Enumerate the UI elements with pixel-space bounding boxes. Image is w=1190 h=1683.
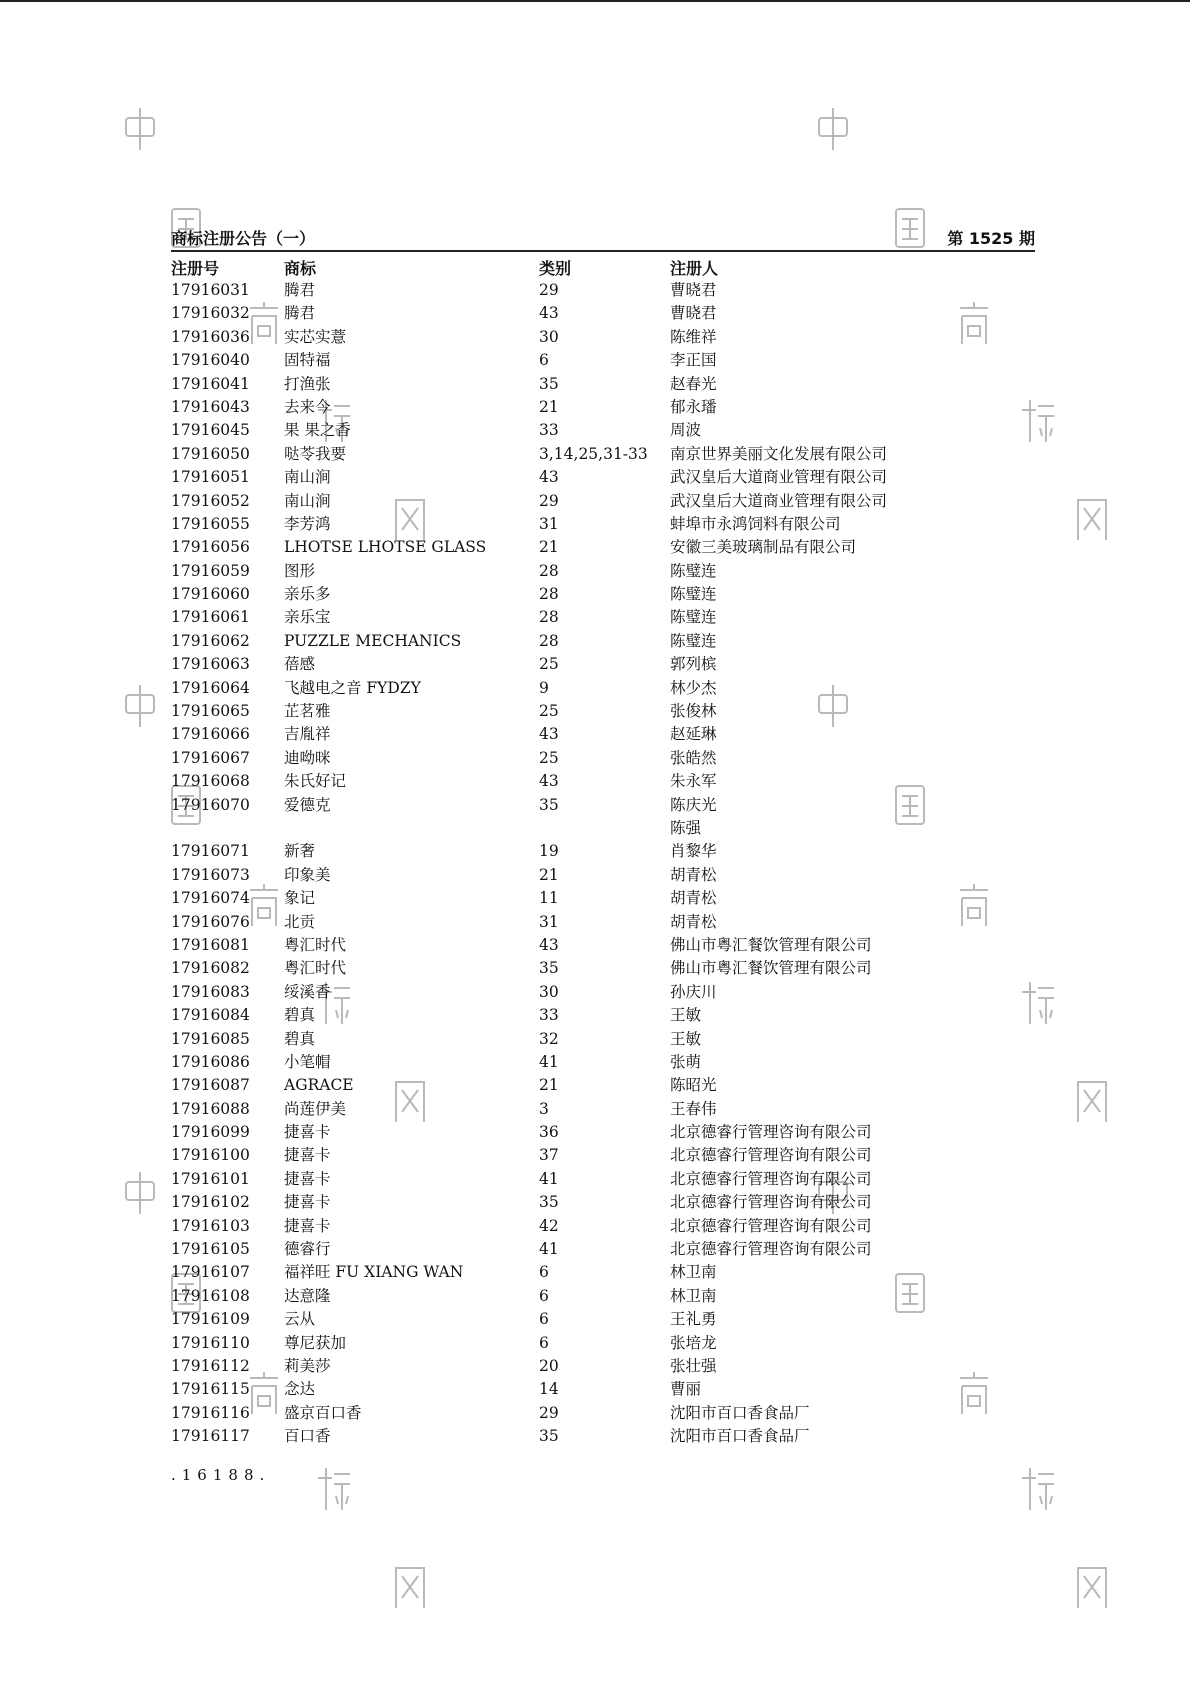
table-row	[171, 770, 1035, 793]
class-cell: 6	[539, 1333, 549, 1352]
mark-cell: 实芯实薏	[284, 327, 347, 346]
reg-no-cell: 17916060	[171, 585, 250, 604]
reg-no-cell: 17916117	[171, 1427, 250, 1446]
class-cell: 11	[539, 889, 559, 908]
class-cell: 35	[539, 795, 559, 814]
mark-cell: 芷茗雅	[284, 702, 331, 721]
table-row	[171, 677, 1035, 700]
registrant-cell: 佛山市粤汇餐饮管理有限公司	[670, 959, 872, 978]
class-cell: 35	[539, 1427, 559, 1446]
registrant-cell: 郁永璠	[670, 397, 717, 416]
registrant-cell: 武汉皇后大道商业管理有限公司	[670, 491, 888, 510]
class-cell: 32	[539, 1029, 559, 1048]
registrant-cell: 王敏	[670, 1029, 702, 1048]
reg-no-cell: 17916084	[171, 1006, 250, 1025]
reg-no-cell: 17916074	[171, 889, 250, 908]
registrant-cell: 王春伟	[670, 1099, 717, 1118]
class-cell: 6	[539, 1310, 549, 1329]
table-row	[171, 560, 1035, 583]
registrant-cell: 蚌埠市永鸿饲料有限公司	[670, 514, 841, 533]
mark-cell: 莉美莎	[284, 1356, 331, 1375]
wang-watermark-icon	[1074, 496, 1110, 542]
mark-cell: 捷喜卡	[284, 1216, 331, 1235]
mark-cell: LHOTSE LHOTSE GLASS	[284, 538, 487, 557]
table-row	[171, 747, 1035, 770]
reg-no-cell: 17916108	[171, 1286, 250, 1305]
table-row	[171, 349, 1035, 372]
reg-no-cell: 17916073	[171, 865, 250, 884]
table-row	[171, 630, 1035, 653]
class-cell: 41	[539, 1240, 559, 1259]
reg-no-cell: 17916061	[171, 608, 250, 627]
class-cell: 36	[539, 1123, 559, 1142]
table-row	[171, 1378, 1035, 1401]
reg-no-cell: 17916065	[171, 702, 250, 721]
wang-watermark-icon	[392, 1564, 428, 1610]
mark-cell: 腾君	[284, 281, 316, 299]
reg-no-cell: 17916101	[171, 1169, 250, 1188]
issue-number: 第 1525 期	[947, 229, 1035, 248]
table-row	[171, 1051, 1035, 1074]
table-row	[171, 1074, 1035, 1097]
reg-no-cell: 17916087	[171, 1076, 250, 1095]
registrant-cell: 陈强	[670, 818, 702, 837]
table-row	[171, 1355, 1035, 1378]
class-cell: 29	[539, 1403, 559, 1422]
class-cell: 28	[539, 585, 559, 604]
reg-no-cell: 17916082	[171, 959, 250, 978]
table-row	[171, 1004, 1035, 1027]
table-row	[171, 1028, 1035, 1051]
mark-cell: 吉胤祥	[284, 725, 331, 744]
table-row	[171, 1261, 1035, 1284]
mark-cell: 北贡	[284, 912, 316, 931]
biao-watermark-icon	[1020, 1466, 1056, 1512]
registrant-cell: 王敏	[670, 1006, 702, 1025]
table-row	[171, 1332, 1035, 1355]
class-cell: 25	[539, 655, 559, 674]
page-number: .16188.	[171, 1466, 271, 1484]
table-row	[171, 1425, 1035, 1448]
wang-watermark-icon	[1074, 1564, 1110, 1610]
table-row	[171, 700, 1035, 723]
mark-cell: 盛京百口香	[284, 1403, 362, 1422]
class-cell: 29	[539, 281, 559, 299]
mark-cell: 象记	[284, 889, 316, 908]
table-row	[171, 536, 1035, 559]
zhong-watermark-icon	[122, 683, 158, 729]
class-cell: 6	[539, 1286, 549, 1305]
mark-cell: 南山涧	[284, 491, 331, 510]
reg-no-cell: 17916088	[171, 1099, 250, 1118]
reg-no-cell: 17916032	[171, 304, 250, 323]
mark-cell: 捷喜卡	[284, 1146, 331, 1165]
mark-cell: 达意隆	[284, 1286, 331, 1305]
registrant-cell: 陈璧连	[670, 585, 717, 604]
table-row	[171, 373, 1035, 396]
class-cell: 31	[539, 912, 559, 931]
registrant-cell: 南京世界美丽文化发展有限公司	[670, 444, 888, 463]
mark-cell: 南山涧	[284, 468, 331, 487]
biao-watermark-icon	[316, 1466, 352, 1512]
registrant-cell: 张培龙	[670, 1333, 717, 1352]
column-class: 类别	[539, 259, 572, 278]
table-row	[171, 326, 1035, 349]
table-row	[171, 1238, 1035, 1261]
class-cell: 21	[539, 538, 559, 557]
registrant-cell: 王礼勇	[670, 1310, 717, 1329]
reg-no-cell: 17916056	[171, 538, 250, 557]
table-row	[171, 490, 1035, 513]
mark-cell: 念达	[284, 1380, 316, 1399]
class-cell: 14	[539, 1380, 559, 1399]
reg-no-cell: 17916041	[171, 374, 250, 393]
class-cell: 35	[539, 959, 559, 978]
zhong-watermark-icon	[815, 106, 851, 152]
column-mark: 商标	[284, 259, 317, 278]
registrant-cell: 胡青松	[670, 865, 717, 884]
class-cell: 20	[539, 1356, 559, 1375]
table-row	[171, 653, 1035, 676]
class-cell: 29	[539, 491, 559, 510]
mark-cell: 去来今	[284, 397, 331, 416]
reg-no-cell: 17916043	[171, 397, 250, 416]
mark-cell: 德睿行	[284, 1240, 331, 1259]
mark-cell: 哒苓我要	[284, 444, 347, 463]
reg-no-cell: 17916100	[171, 1146, 250, 1165]
mark-cell: 果 果之香	[284, 421, 351, 440]
reg-no-cell: 17916064	[171, 678, 250, 697]
reg-no-cell: 17916059	[171, 561, 250, 580]
reg-no-cell: 17916099	[171, 1123, 250, 1142]
mark-cell: 打渔张	[284, 374, 331, 393]
table-row	[171, 1308, 1035, 1331]
registrant-cell: 安徽三美玻璃制品有限公司	[670, 538, 857, 557]
mark-cell: 福祥旺 FU XIANG WAN	[284, 1263, 464, 1282]
reg-no-cell: 17916055	[171, 514, 250, 533]
mark-cell: 捷喜卡	[284, 1193, 331, 1212]
class-cell: 42	[539, 1216, 559, 1235]
registrant-cell: 沈阳市百口香食品厂	[670, 1403, 810, 1422]
class-cell: 41	[539, 1052, 559, 1071]
mark-cell: 图形	[284, 561, 316, 580]
table-row	[171, 302, 1035, 325]
table-row	[171, 864, 1035, 887]
table-row	[171, 911, 1035, 934]
registrant-cell: 赵延琳	[670, 725, 717, 744]
mark-cell: 百口香	[284, 1427, 331, 1446]
mark-cell: 亲乐多	[284, 585, 331, 604]
mark-cell: 印象美	[284, 865, 331, 884]
mark-cell: 小笔帽	[284, 1052, 331, 1071]
table-row	[171, 1285, 1035, 1308]
reg-no-cell: 17916112	[171, 1356, 250, 1375]
table-row	[171, 583, 1035, 606]
table-row	[171, 840, 1035, 863]
registrant-cell: 北京德睿行管理咨询有限公司	[670, 1193, 872, 1212]
table-row	[171, 466, 1035, 489]
class-cell: 37	[539, 1146, 559, 1165]
reg-no-cell: 17916103	[171, 1216, 250, 1235]
mark-cell: 粤汇时代	[284, 935, 347, 954]
class-cell: 43	[539, 468, 559, 487]
zhong-watermark-icon	[122, 106, 158, 152]
registrant-cell: 赵春光	[670, 374, 717, 393]
table-row	[171, 279, 1035, 302]
table-row	[171, 606, 1035, 629]
mark-cell: 爱德克	[284, 795, 331, 814]
class-cell: 33	[539, 421, 559, 440]
page-header	[171, 224, 1035, 252]
registrant-cell: 陈璧连	[670, 608, 717, 627]
reg-no-cell: 17916063	[171, 655, 250, 674]
class-cell: 21	[539, 1076, 559, 1095]
reg-no-cell: 17916051	[171, 468, 250, 487]
mark-cell: 尊尼获加	[284, 1333, 347, 1352]
top-border-rule	[0, 0, 1190, 2]
column-registrant: 注册人	[670, 259, 719, 278]
class-cell: 43	[539, 935, 559, 954]
wang-watermark-icon	[1074, 1078, 1110, 1124]
registrant-cell: 佛山市粤汇餐饮管理有限公司	[670, 935, 872, 954]
mark-cell: 蓓感	[284, 655, 316, 674]
table-row	[171, 794, 1035, 817]
class-cell: 30	[539, 327, 559, 346]
registrant-cell: 武汉皇后大道商业管理有限公司	[670, 468, 888, 487]
mark-cell: 捷喜卡	[284, 1123, 331, 1142]
mark-cell: 粤汇时代	[284, 959, 347, 978]
class-cell: 43	[539, 304, 559, 323]
mark-cell: 朱氏好记	[284, 772, 347, 791]
class-cell: 35	[539, 1193, 559, 1212]
table-row	[171, 1215, 1035, 1238]
registrant-cell: 陈庆光	[670, 795, 717, 814]
reg-no-cell: 17916031	[171, 281, 250, 299]
registrant-cell: 陈璧连	[670, 631, 717, 650]
reg-no-cell: 17916050	[171, 444, 250, 463]
class-cell: 43	[539, 725, 559, 744]
class-cell: 41	[539, 1169, 559, 1188]
class-cell: 6	[539, 351, 549, 370]
class-cell: 25	[539, 748, 559, 767]
registrant-cell: 北京德睿行管理咨询有限公司	[670, 1240, 872, 1259]
class-cell: 9	[539, 678, 549, 697]
registrant-cell: 林少杰	[670, 678, 717, 697]
class-cell: 3,14,25,31-33	[539, 444, 648, 463]
registrant-cell: 孙庆川	[670, 982, 717, 1001]
table-row	[171, 1121, 1035, 1144]
registrant-cell: 陈璧连	[670, 561, 717, 580]
zhong-watermark-icon	[122, 1170, 158, 1216]
registrant-cell: 林卫南	[670, 1286, 717, 1305]
mark-cell: 固特福	[284, 351, 331, 370]
reg-no-cell: 17916068	[171, 772, 250, 791]
reg-no-cell: 17916107	[171, 1263, 250, 1282]
registrant-cell: 曹晓君	[670, 281, 717, 299]
registrant-cell: 胡青松	[670, 889, 717, 908]
registrant-cell: 郭列槟	[670, 655, 717, 674]
reg-no-cell: 17916109	[171, 1310, 250, 1329]
mark-cell: 李芳鸿	[284, 514, 331, 533]
table-row	[171, 957, 1035, 980]
table-row	[171, 396, 1035, 419]
class-cell: 28	[539, 608, 559, 627]
registrant-cell: 陈昭光	[670, 1076, 717, 1095]
mark-cell: 云从	[284, 1310, 316, 1329]
class-cell: 25	[539, 702, 559, 721]
table-row	[171, 1168, 1035, 1191]
column-reg-no: 注册号	[171, 259, 220, 278]
mark-cell: 绥溪香	[284, 982, 331, 1001]
reg-no-cell: 17916083	[171, 982, 250, 1001]
registrant-cell: 张萌	[670, 1052, 702, 1071]
mark-cell: PUZZLE MECHANICS	[284, 631, 462, 650]
registrant-cell: 周波	[670, 421, 702, 440]
class-cell: 19	[539, 842, 559, 861]
reg-no-cell: 17916076	[171, 912, 250, 931]
class-cell: 30	[539, 982, 559, 1001]
mark-cell: 亲乐宝	[284, 608, 331, 627]
registrant-cell: 陈维祥	[670, 327, 717, 346]
registrant-cell: 曹晓君	[670, 304, 717, 323]
class-cell: 28	[539, 561, 559, 580]
table-row	[171, 443, 1035, 466]
table-row	[171, 723, 1035, 746]
mark-cell: 飞越电之音 FYDZY	[284, 678, 421, 697]
reg-no-cell: 17916086	[171, 1052, 250, 1071]
mark-cell: 捷喜卡	[284, 1169, 331, 1188]
registrant-cell: 林卫南	[670, 1263, 717, 1282]
registrant-cell: 北京德睿行管理咨询有限公司	[670, 1123, 872, 1142]
mark-cell: 尚莲伊美	[284, 1099, 347, 1118]
reg-no-cell: 17916040	[171, 351, 250, 370]
reg-no-cell: 17916102	[171, 1193, 250, 1212]
table-row	[171, 1144, 1035, 1167]
table-row	[171, 1191, 1035, 1214]
reg-no-cell: 17916062	[171, 631, 250, 650]
class-cell: 6	[539, 1263, 549, 1282]
mark-cell: 迪呦咪	[284, 748, 331, 767]
reg-no-cell: 17916067	[171, 748, 250, 767]
mark-cell: 新奢	[284, 842, 316, 861]
class-cell: 31	[539, 514, 559, 533]
registrant-cell: 张皓然	[670, 748, 717, 767]
reg-no-cell: 17916115	[171, 1380, 250, 1399]
mark-cell: 腾君	[284, 304, 316, 323]
mark-cell: 碧真	[284, 1006, 316, 1025]
class-cell: 21	[539, 865, 559, 884]
table-row	[171, 513, 1035, 536]
mark-cell: 碧真	[284, 1029, 316, 1048]
table-row	[171, 1098, 1035, 1121]
column-headers	[171, 256, 1035, 278]
registrant-cell: 北京德睿行管理咨询有限公司	[670, 1169, 872, 1188]
class-cell: 33	[539, 1006, 559, 1025]
registrant-cell: 张壮强	[670, 1356, 717, 1375]
class-cell: 28	[539, 631, 559, 650]
class-cell: 3	[539, 1099, 549, 1118]
reg-no-cell: 17916070	[171, 795, 250, 814]
class-cell: 35	[539, 374, 559, 393]
registrant-cell: 肖黎华	[670, 842, 717, 861]
table-row	[171, 934, 1035, 957]
class-cell: 43	[539, 772, 559, 791]
reg-no-cell: 17916045	[171, 421, 250, 440]
registrant-cell: 张俊林	[670, 702, 717, 721]
registrant-cell: 曹丽	[670, 1380, 702, 1399]
reg-no-cell: 17916110	[171, 1333, 250, 1352]
reg-no-cell: 17916071	[171, 842, 250, 861]
reg-no-cell: 17916066	[171, 725, 250, 744]
table-row	[171, 887, 1035, 910]
reg-no-cell: 17916116	[171, 1403, 250, 1422]
table-row	[171, 1402, 1035, 1425]
trademark-table	[171, 279, 1035, 1449]
table-row	[171, 817, 1035, 840]
reg-no-cell: 17916085	[171, 1029, 250, 1048]
registrant-cell: 北京德睿行管理咨询有限公司	[670, 1216, 872, 1235]
registrant-cell: 朱永军	[670, 772, 717, 791]
registrant-cell: 李正国	[670, 351, 717, 370]
registrant-cell: 沈阳市百口香食品厂	[670, 1427, 810, 1446]
reg-no-cell: 17916052	[171, 491, 250, 510]
reg-no-cell: 17916081	[171, 935, 250, 954]
table-row	[171, 981, 1035, 1004]
registrant-cell: 北京德睿行管理咨询有限公司	[670, 1146, 872, 1165]
class-cell: 21	[539, 397, 559, 416]
reg-no-cell: 17916036	[171, 327, 250, 346]
registrant-cell: 胡青松	[670, 912, 717, 931]
table-row	[171, 419, 1035, 442]
announcement-title: 商标注册公告（一）	[171, 229, 316, 248]
reg-no-cell: 17916105	[171, 1240, 250, 1259]
mark-cell: AGRACE	[284, 1076, 354, 1095]
